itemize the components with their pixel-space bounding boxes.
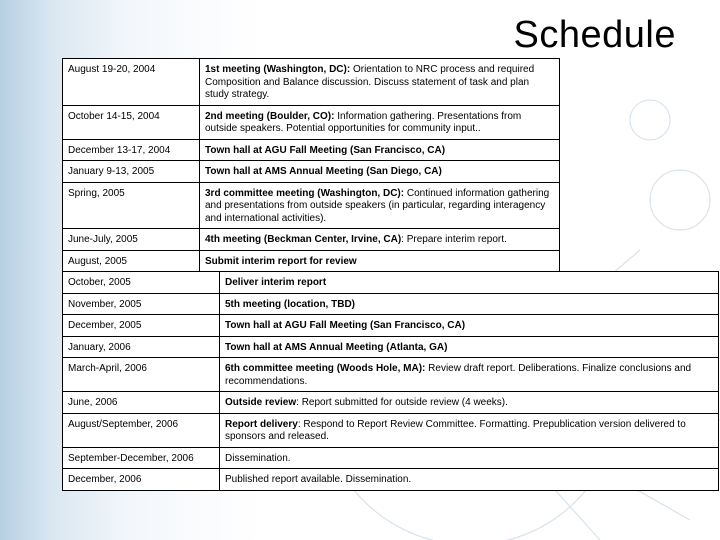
event-heading: Town hall at AGU Fall Meeting (San Francisco, CA) bbox=[205, 144, 446, 156]
event-detail: : Prepare interim report. bbox=[401, 234, 507, 245]
schedule-date: November, 2005 bbox=[68, 298, 142, 310]
schedule-date: August/September, 2006 bbox=[68, 418, 179, 430]
table-row bbox=[63, 139, 560, 161]
event-detail: Orientation to NRC process and required Composition and Balance discussion. Discuss statement of task and plan study strategy. bbox=[205, 64, 535, 100]
schedule-description-cell bbox=[220, 358, 719, 392]
schedule-description-cell bbox=[200, 182, 560, 229]
schedule-date-cell bbox=[63, 105, 200, 139]
schedule-description-cell bbox=[220, 447, 719, 469]
table-row bbox=[63, 105, 560, 139]
schedule-date: Spring, 2005 bbox=[68, 187, 125, 199]
schedule-date-cell bbox=[63, 315, 220, 337]
schedule-description-cell bbox=[220, 392, 719, 414]
event-detail: Published report available. Dissemination. bbox=[225, 474, 412, 485]
schedule-description-cell bbox=[200, 59, 560, 106]
schedule-description-cell bbox=[200, 105, 560, 139]
table-row bbox=[63, 413, 719, 447]
table-row bbox=[63, 293, 719, 315]
table-row bbox=[63, 315, 719, 337]
schedule-description-cell bbox=[220, 272, 719, 294]
schedule-description-cell bbox=[200, 139, 560, 161]
schedule-date: March-April, 2006 bbox=[68, 363, 147, 374]
schedule-date-cell bbox=[63, 139, 200, 161]
schedule-date: December, 2005 bbox=[68, 320, 142, 331]
schedule-date-cell bbox=[63, 336, 220, 358]
event-detail: : Respond to Report Review Committee. Formatting. Prepublication version delivered to sponsors and released. bbox=[225, 418, 686, 442]
schedule-date-cell bbox=[63, 59, 200, 106]
event-heading: Report delivery bbox=[225, 418, 298, 430]
schedule-date: October, 2005 bbox=[68, 277, 131, 288]
schedule-date: October 14-15, 2004 bbox=[68, 110, 160, 122]
schedule-description-cell bbox=[220, 315, 719, 337]
table-row bbox=[63, 250, 560, 272]
schedule-description-cell bbox=[220, 469, 719, 491]
schedule-table-part2 bbox=[62, 271, 719, 491]
event-heading: Town hall at AGU Fall Meeting (San Francisco, CA) bbox=[225, 320, 466, 331]
schedule-date: December, 2006 bbox=[68, 474, 142, 485]
event-heading: Submit interim report for review bbox=[205, 255, 357, 267]
event-detail: : Report submitted for outside review (4 weeks). bbox=[296, 397, 508, 408]
table-row bbox=[63, 358, 719, 392]
schedule-description-cell bbox=[200, 250, 560, 272]
schedule-date: January 9-13, 2005 bbox=[68, 166, 155, 177]
schedule-date: August 19-20, 2004 bbox=[68, 64, 156, 75]
schedule-date-cell bbox=[63, 447, 220, 469]
table-row bbox=[63, 336, 719, 358]
page-title: Schedule bbox=[513, 14, 676, 56]
schedule-date: December 13-17, 2004 bbox=[68, 144, 171, 156]
schedule-date-cell bbox=[63, 229, 200, 251]
event-detail: Information gathering. Presentations from outside speakers. Potential opportunities for community input.. bbox=[205, 110, 522, 134]
schedule-date: August, 2005 bbox=[68, 255, 127, 267]
schedule-date-cell bbox=[63, 358, 220, 392]
event-heading: 3rd committee meeting (Washington, DC): bbox=[205, 187, 405, 199]
schedule-date-cell bbox=[63, 413, 220, 447]
schedule-description-cell bbox=[220, 293, 719, 315]
event-heading: Town hall at AMS Annual Meeting (San Diego, CA) bbox=[205, 166, 442, 177]
schedule-date: June-July, 2005 bbox=[68, 234, 138, 245]
schedule-table-part1 bbox=[62, 58, 560, 272]
schedule-description-cell bbox=[220, 336, 719, 358]
schedule-date-cell bbox=[63, 272, 220, 294]
schedule-date-cell bbox=[63, 392, 220, 414]
schedule-description-cell bbox=[220, 413, 719, 447]
table-row bbox=[63, 229, 560, 251]
schedule-date-cell bbox=[63, 469, 220, 491]
table-row bbox=[63, 469, 719, 491]
event-heading: 4th meeting (Beckman Center, Irvine, CA) bbox=[205, 234, 402, 245]
event-heading: Outside review bbox=[225, 397, 297, 408]
table-row bbox=[63, 392, 719, 414]
schedule-date-cell bbox=[63, 250, 200, 272]
table-row bbox=[63, 272, 719, 294]
event-heading: 1st meeting (Washington, DC): bbox=[205, 64, 351, 75]
event-heading: 2nd meeting (Boulder, CO): bbox=[205, 110, 335, 122]
event-heading: 6th committee meeting (Woods Hole, MA): bbox=[225, 363, 426, 374]
schedule-date-cell bbox=[63, 182, 200, 229]
event-heading: Town hall at AMS Annual Meeting (Atlanta, GA) bbox=[225, 341, 448, 353]
event-heading: 5th meeting (location, TBD) bbox=[225, 298, 355, 310]
schedule-date: June, 2006 bbox=[68, 397, 118, 408]
schedule-description-cell bbox=[200, 161, 560, 183]
table-row bbox=[63, 161, 560, 183]
schedule-date: January, 2006 bbox=[68, 341, 131, 353]
table-row bbox=[63, 59, 560, 106]
schedule-date-cell bbox=[63, 161, 200, 183]
table-row bbox=[63, 182, 560, 229]
event-detail: Review draft report. Deliberations. Finalize conclusions and recommendations. bbox=[225, 363, 692, 387]
schedule-date-cell bbox=[63, 293, 220, 315]
schedule-description-cell bbox=[200, 229, 560, 251]
table-row bbox=[63, 447, 719, 469]
event-heading: Deliver interim report bbox=[225, 277, 327, 288]
schedule-date: September-December, 2006 bbox=[68, 452, 194, 464]
event-detail: Dissemination. bbox=[225, 452, 291, 464]
event-detail: Continued information gathering and presentations from outside speakers (in particular, regarding interagency and international activities). bbox=[205, 187, 550, 224]
